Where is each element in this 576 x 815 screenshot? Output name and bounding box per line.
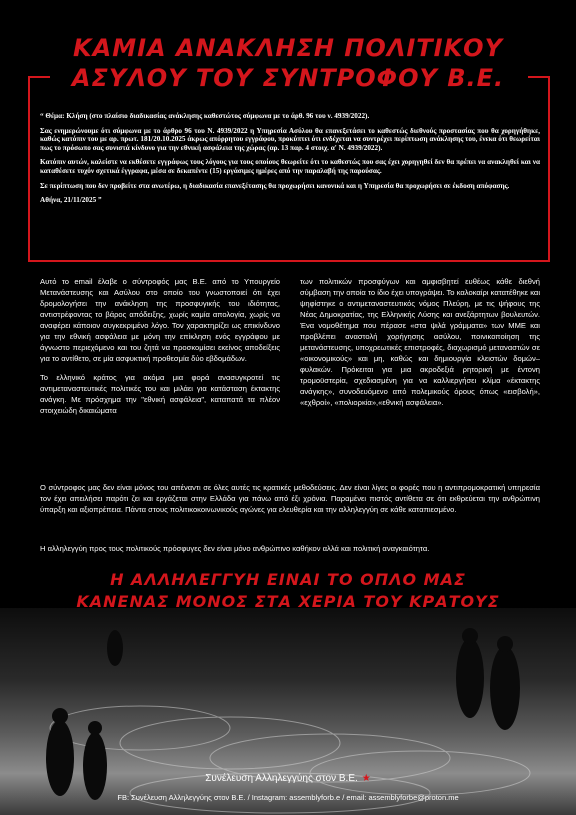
signature (0, 773, 576, 784)
quote-paragraph: Σας ενημερώνουμε ότι σύμφωνα με το άρθρο 96 του Ν. 4939/2022 η Υπηρεσία Ασύλου θα επανεξετάσει το καθεστώς διεθνούς προστασίας που θα χορηγήθηκε, καθώς κατόπιν του με αρ. πρωτ. 181/20.10.2025 άκρως απόρρητου εγγράφου, προκύπτει ότι ενδέχεται να συντρέχει περίπτωση ανάκλησης του, ένεκα ότι θεωρείται πως το πρόσωπο σας συνιστά κίνδυνο για την εθνική ασφάλεια της χώρας (αρ. 13 παρ. 4 στοιχ. α' Ν. 4939/2022). (40, 126, 540, 152)
headline-line2: ΑΣΥΛΟΥ ΤΟΥ ΣΥΝΤΡΟΦΟΥ Β.Ε. (71, 64, 505, 92)
headline-line1: ΚΑΜΙΑ ΑΝΑΚΛΗΣΗ ΠΟΛΙΤΙΚΟΥ (73, 34, 503, 62)
body-paragraph: Ο σύντροφος μας δεν είναι μόνος του απέναντι σε όλες αυτές τις κρατικές μεθοδεύσεις. Δεν είναι λίγες οι φορές που η αντιπρομοκρατική υπηρεσία τον έχει απειλήσει παρότι ζει και εργάζεται στην Ελλάδα για πάνω από έξι χρόνια. Παραμένει πιστός αντίθετα σε ότι εκθρεύεται την ανθρώπινη ύπαρξη και αξιοπρέπεια. Πάντα στους πολιτικοκοινωνικούς αγώνες για ελευθερία και την αλληλεγγύη σε κάθε καταπιεσμένο. (40, 483, 540, 514)
full-width-paragraph-1 (40, 482, 540, 515)
frame-corner-left (30, 76, 50, 78)
quote-paragraph: Σε περίπτωση που δεν προβείτε στα ανωτέρω, η διαδικασία επανεξέτασης θα προχωρήσει κανονικά και η Υπηρεσία θα προχωρήσει σε έκδοση απόφασης. (40, 181, 510, 190)
body-paragraph: των πολιτικών προσφύγων και αμφισβητεί ευθέως κάθε διεθνή σύμβαση την οποία το ίδιο έχει υπογράψει. Το καλοκαίρι κατατέθηκε και ψηφίστηκε ο αντιμεταναστευτικός νόμος Πλεύρη, με τις ψήφους της Νέας Δημοκρατίας, της Ελληνικής Λύσης και ανεξάρτητων βουλευτών. Ένα νομοθέτημα που πέρασε «στα ψιλά γράμματα» των ΜΜΕ και προβλέπει αναστολή χορήγησης ασύλου, ποινικοποίηση της μετανάστευσης, υποχρεωτικές επιστροφές, διαχωρισμό μεταναστών σε «οικονομικούς» και μη, καθώς και δημιουργία κλειστών δομών–φυλακών. Πρόκειται για μια ακροδεξιά ρητορική με έντονη τρομοϋστερία, σχεδιασμένη για να καλλιεργήσει κλίμα «έκτακτης ανάγκης», συνοδευόμενο από πολεμικούς όρους όπως «εισβολή», «εχθροί», «πολιορκία»,«εθνική ασφάλεια». (300, 277, 540, 407)
body-paragraph: Η αλληλεγγύη προς τους πολιτικούς πρόσφυγες δεν είναι μόνο ανθρώπινο καθήκον αλλά και πολιτική αναγκαιότητα. (40, 544, 430, 553)
contact-line: FB: Συνέλευση Αλληλεγγύης στον Β.Ε. / Instagram: assemblyforb.e / email: assemblyforbe@proton.me (117, 793, 459, 802)
full-width-paragraph-2 (40, 543, 540, 554)
quote-date: Αθήνα, 21/11/2025 ” (40, 196, 102, 205)
right-column (300, 276, 540, 424)
slogan-line1: Η ΑΛΛΗΛΕΓΓΥΗ ΕΙΝΑΙ ΤΟ ΟΠΛΟ ΜΑΣ (110, 570, 466, 589)
quote-subject: “ Θέμα: Κλήση (στο πλαίσιο διαδικασίας ανάκλησης καθεστώτος σύμφωνα με το άρθ. 96 του ν. 4939/2022). (40, 112, 370, 120)
star-icon: ★ (361, 773, 371, 784)
body-paragraph: Αυτό το email έλαβε ο σύντροφός μας Β.Ε. από το Υπουργείο Μετανάστευσης και Ασύλου στο οποίο του γνωστοποιεί ότι έχει δρομολογήσει την ανάκληση της προσφυγικής του ιδιότητας, αντιστρέφοντας το βάρος απόδειξης, χωρίς καμία απολογία, χωρίς να αναφέρει κάποιον συγκεκριμένο λόγο. Τον χαρακτηρίζει ως επικίνδυνο για την εθνική ασφάλεια με μόνη την επίκληση ενός εγγράφου με άγνωστο περιεχόμενο και του ζητά να προσκομίσει εκείνος αποδείξεις για το αντίθετο, σε μία ασφυκτική προθεσμία δύο εβδομάδων. (40, 277, 280, 363)
body-paragraph: Το ελληνικό κράτος για ακόμα μια φορά ανασυγκροτεί τις αντιμεταναστευτικές πολιτικές του και μιλάει για κατάσταση έκτακτης ανάγκη. Με πρόσχημα την "εθνική ασφάλεια", καταπατά τα πλέον στοιχειώδη δικαιώματα (40, 373, 280, 415)
left-column (40, 276, 280, 424)
signature-text: Συνέλευση Αλληλεγγύης στον Β.Ε. (205, 773, 358, 784)
body-columns (40, 276, 540, 424)
quote-paragraph: Κατόπιν αυτών, καλείστε να εκθέσετε εγγράφως τους λόγους για τους οποίους θεωρείτε ότι το καθεστώς που σας έχει χορηγηθεί δεν θα πρέπει να ανακληθεί και να καταθέσετε τυχόν σχετικά έγγραφα, μέσα σε δεκαπέντε (15) εργάσιμες ημέρες από την παραλαβή της παρούσας. (40, 158, 540, 175)
slogan-line2: ΚΑΝΕΝΑΣ ΜΟΝΟΣ ΣΤΑ ΧΕΡΙΑ ΤΟΥ ΚΡΑΤΟΥΣ (76, 592, 500, 611)
quoted-email (40, 112, 540, 211)
frame-corner-right (528, 76, 548, 78)
